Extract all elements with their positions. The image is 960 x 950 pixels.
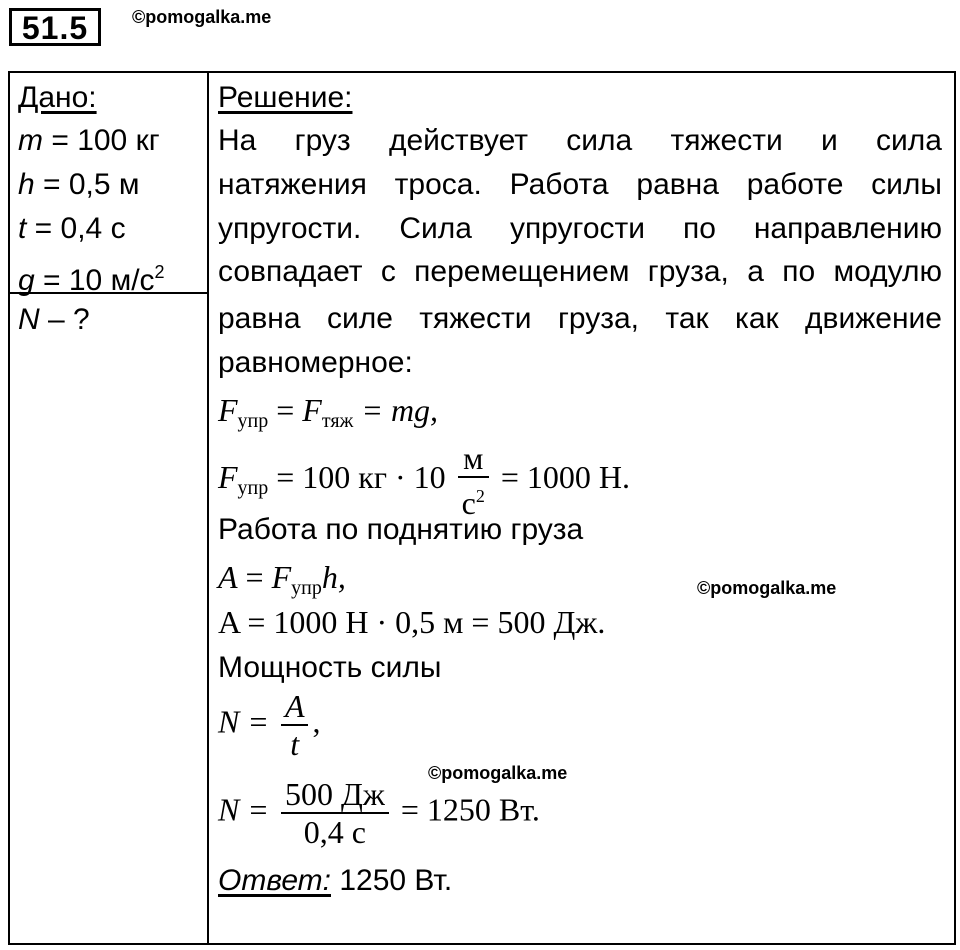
solution-text-line: равномерное:	[218, 346, 413, 379]
power-text: Мощность силы	[218, 651, 442, 684]
column-divider	[207, 71, 209, 945]
equation-power-value: N = $\frac{500 Дж}{0,4 с}$ = 1250 Вт.	[218, 776, 540, 850]
given-title: Дано:	[18, 81, 97, 114]
solution-text-line: равна силе тяжести груза, так как движение	[218, 302, 942, 335]
equation-elastic-force: $F_{упр} = 100$ кг · 10 $\frac{м}{с^2}$ = 1000 Н.	[218, 440, 630, 521]
solution-text-line: натяжения троса. Работа равна работе силы	[218, 168, 942, 201]
equation-forces: $F_{упр} = F_{тяж}$ = mg,	[218, 392, 439, 432]
given-time: t = 0,4 с	[18, 212, 126, 245]
given-mass: m = 100 кг	[18, 124, 160, 157]
solution-text-line: совпадает с перемещением груза, а по модулю	[218, 255, 942, 288]
answer-label: Ответ:	[218, 864, 331, 897]
answer	[218, 859, 452, 903]
fraction-ms2: $\frac{м}{с^2}$	[458, 440, 489, 521]
solution-text-line: На груз действует сила тяжести и сила	[218, 124, 942, 157]
solution-title: Решение:	[218, 81, 353, 114]
watermark-mid: ©pomogalka.me	[697, 578, 837, 598]
equation-work-value: A = 1000 Н · 0,5 м = 500 Дж.	[218, 604, 606, 640]
fraction-power: $\frac{500 Дж}{0,4 с}$	[281, 776, 389, 850]
watermark-top: ©pomogalka.me	[132, 7, 272, 27]
solution-text-line: упругости. Сила упругости по направлению	[218, 212, 942, 245]
answer-value: 1250 Вт.	[331, 864, 453, 897]
fraction-a-t: $\frac{A}{t}$	[281, 688, 309, 762]
given-gravity: g = 10 $м/с^2$	[18, 262, 165, 297]
watermark-low: ©pomogalka.me	[428, 763, 568, 783]
given-height: h = 0,5 м	[18, 168, 140, 201]
equation-work: $A = F_{упр}h$,	[218, 559, 346, 599]
find-quantity: N – ?	[18, 303, 90, 336]
work-text: Работа по поднятию груза	[218, 513, 584, 546]
equation-power: N = $\frac{A}{t}$ ,	[218, 688, 321, 762]
problem-number: 51.5	[9, 8, 101, 46]
